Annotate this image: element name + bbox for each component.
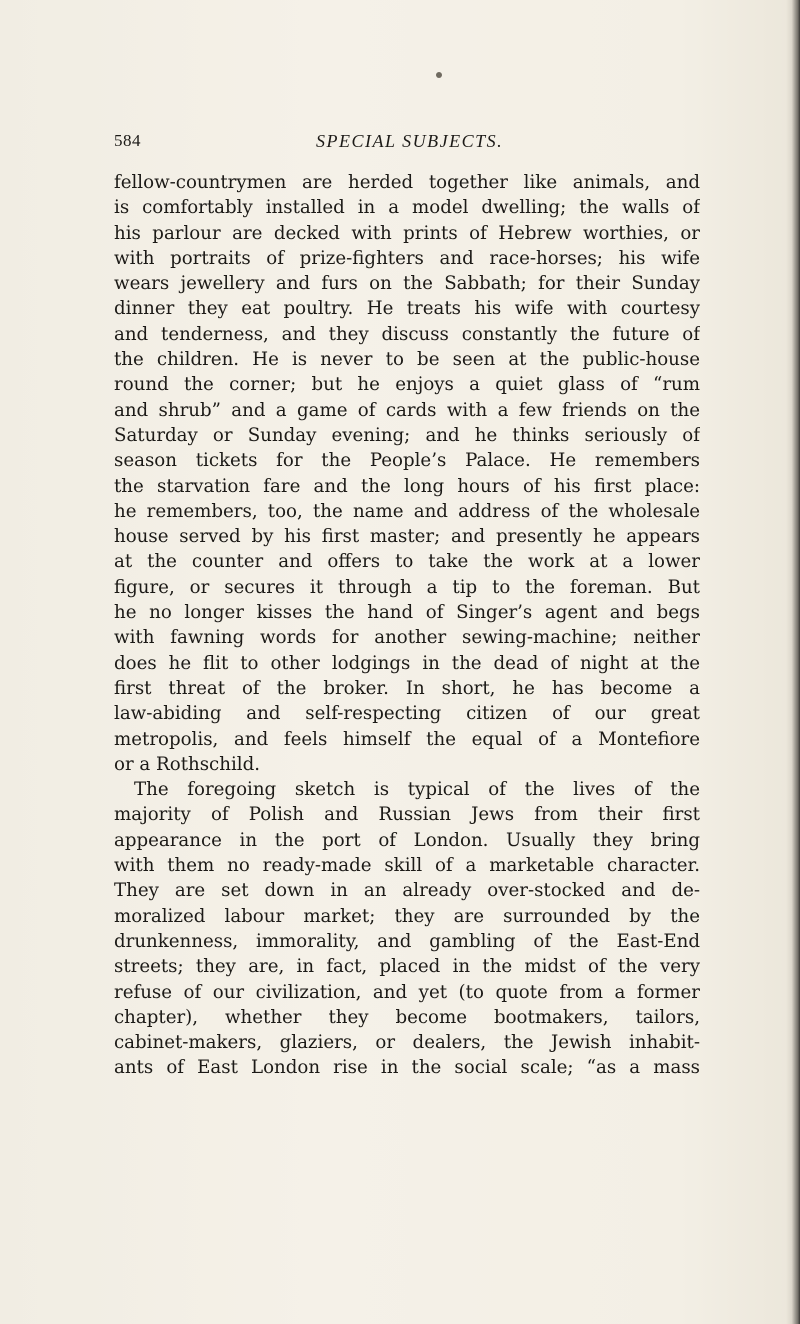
text-line: at the counter and offers to take the work at a lower xyxy=(114,551,700,573)
page-header xyxy=(114,131,700,155)
text-line: They are set down in an already over-stocked and de- xyxy=(114,880,700,902)
text-line: moralized labour market; they are surrounded by the xyxy=(114,905,700,927)
text-line: metropolis, and feels himself the equal of a Montefiore xyxy=(114,728,700,750)
paragraph-end-line: or a Rothschild. xyxy=(114,753,261,775)
text-line: majority of Polish and Russian Jews from their first xyxy=(114,804,700,826)
text-line: dinner they eat poultry. He treats his wife with courtesy xyxy=(114,298,700,320)
text-line: wears jewellery and furs on the Sabbath; for their Sunday xyxy=(114,273,700,295)
text-line: house served by his first master; and presently he appears xyxy=(114,526,700,548)
text-line: does he flit to other lodgings in the dead of night at the xyxy=(114,652,700,674)
text-line: drunkenness, immorality, and gambling of the East-End xyxy=(114,930,700,952)
text-line: refuse of our civilization, and yet (to quote from a former xyxy=(114,981,700,1003)
page-number: 584 xyxy=(114,131,141,150)
text-line: figure, or secures it through a tip to the foreman. But xyxy=(114,576,700,598)
text-line: with fawning words for another sewing-machine; neither xyxy=(114,627,700,649)
text-line: his parlour are decked with prints of Hebrew worthies, or xyxy=(114,222,700,244)
text-line: law-abiding and self-respecting citizen of our great xyxy=(114,703,700,725)
ink-speck xyxy=(436,72,442,78)
paragraph-start-line: The foregoing sketch is typical of the lives of the xyxy=(134,779,700,801)
body-text xyxy=(114,170,700,1081)
text-line: and shrub” and a game of cards with a few friends on the xyxy=(114,399,700,421)
text-line: fellow-countrymen are herded together like animals, and xyxy=(114,172,700,193)
text-line: is comfortably installed in a model dwelling; the walls of xyxy=(114,197,700,219)
text-line: ants of East London rise in the social scale; “as a mass xyxy=(114,1057,700,1079)
text-line: and tenderness, and they discuss constantly the future of xyxy=(114,323,700,345)
text-line: with portraits of prize-fighters and race-horses; his wife xyxy=(114,247,700,269)
text-line: season tickets for the People’s Palace. He remembers xyxy=(114,450,700,472)
text-line: with them no ready-made skill of a marketable character. xyxy=(114,855,700,877)
text-line: appearance in the port of London. Usually they bring xyxy=(114,829,700,851)
text-line: the starvation fare and the long hours of his first place: xyxy=(114,475,700,497)
text-line: he remembers, too, the name and address of the wholesale xyxy=(114,500,700,522)
text-line: round the corner; but he enjoys a quiet glass of “rum xyxy=(114,374,700,396)
text-line: the children. He is never to be seen at the public-house xyxy=(114,349,700,371)
text-line: cabinet-makers, glaziers, or dealers, the Jewish inhabit- xyxy=(114,1032,700,1054)
page-edge-shadow xyxy=(786,0,800,1324)
text-line: streets; they are, in fact, placed in the midst of the very xyxy=(114,956,700,978)
text-line: Saturday or Sunday evening; and he thinks seriously of xyxy=(114,424,700,446)
text-line: he no longer kisses the hand of Singer’s agent and begs xyxy=(114,602,700,624)
running-head: SPECIAL SUBJECTS. xyxy=(316,131,504,151)
text-line: first threat of the broker. In short, he has become a xyxy=(114,677,700,699)
text-line: chapter), whether they become bootmakers, tailors, xyxy=(114,1006,700,1028)
